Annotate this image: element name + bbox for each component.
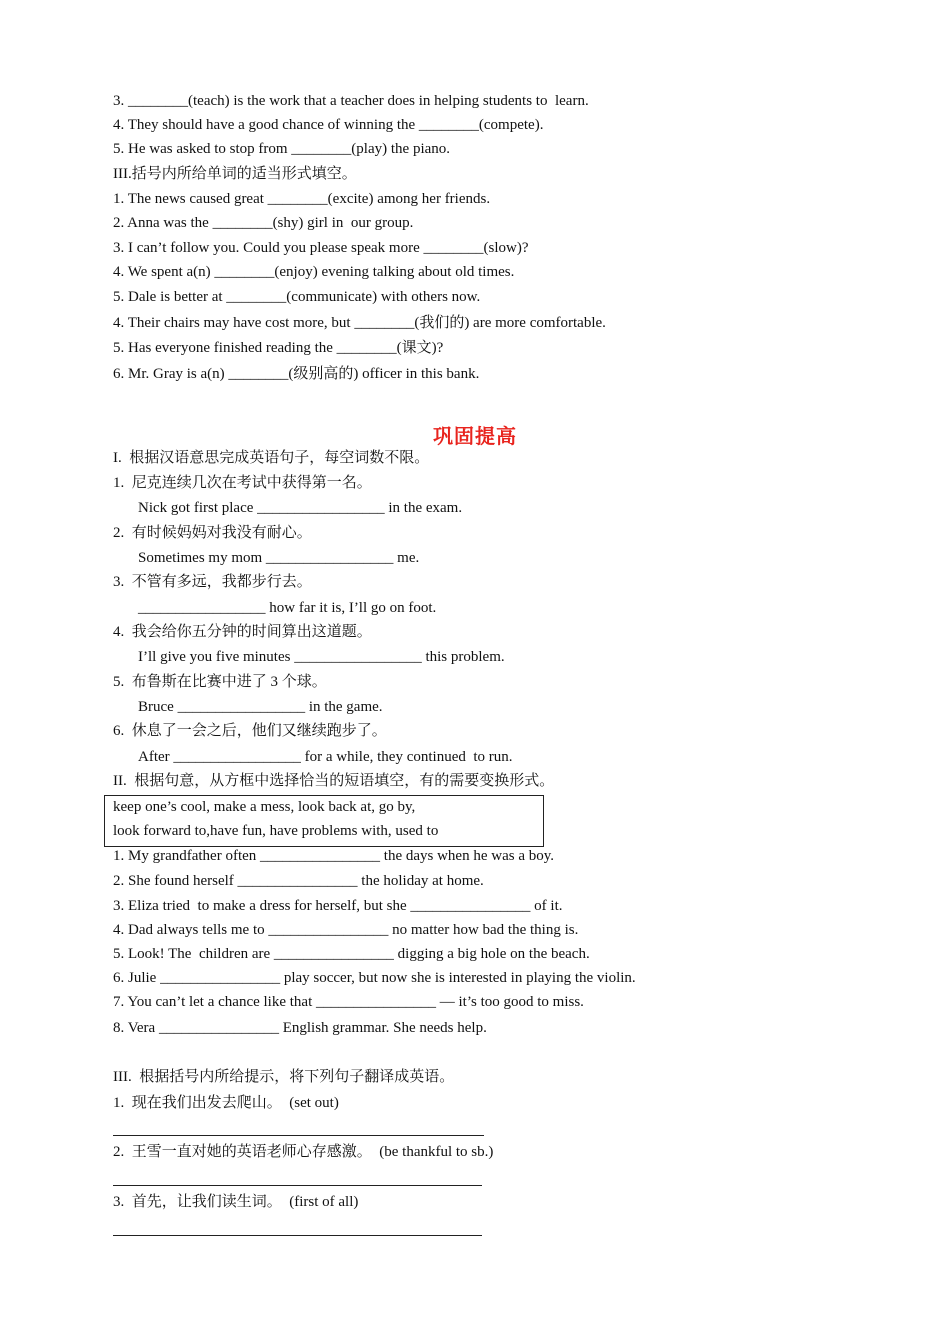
question-chinese: 2. 有时候妈妈对我没有耐心。 (113, 525, 312, 541)
exercise-line: 5. Look! The children are ________________ digging a big hole on the beach. (113, 946, 590, 962)
question-english: Nick got first place _________________ in the exam. (138, 500, 463, 516)
question-english: Bruce _________________ in the game. (138, 699, 383, 715)
exercise-line: 6. Mr. Gray is a(n) ________(级别高的) officer in this bank. (113, 366, 480, 382)
section-title: 巩固提高 (433, 424, 517, 448)
translation-prompt: 3. 首先，让我们读生词。 (first of all) (113, 1194, 359, 1210)
translation-prompt: 1. 现在我们出发去爬山。 (set out) (113, 1095, 339, 1111)
answer-line (113, 1135, 484, 1136)
translation-prompt: 2. 王雪一直对她的英语老师心存感激。 (be thankful to sb.) (113, 1144, 494, 1160)
exercise-line: 3. ________(teach) is the work that a teacher does in helping students to learn. (113, 93, 589, 109)
section-heading: II. 根据句意，从方框中选择恰当的短语填空，有的需要变换形式。 (113, 773, 555, 789)
exercise-line: 4. They should have a good chance of winning the ________(compete). (113, 117, 544, 133)
question-english: Sometimes my mom _________________ me. (138, 550, 420, 566)
exercise-line: 4. Dad always tells me to ________________ no matter how bad the thing is. (113, 922, 579, 938)
exercise-line: 1. The news caused great ________(excite) among her friends. (113, 191, 491, 207)
section-heading: I. 根据汉语意思完成英语句子，每空词数不限。 (113, 450, 430, 466)
answer-line (113, 1185, 482, 1186)
phrase-box-line: look forward to,have fun, have problems with, used to (113, 823, 439, 839)
exercise-line: 3. Eliza tried to make a dress for herself, but she ________________ of it. (113, 898, 563, 914)
exercise-line: 6. Julie ________________ play soccer, but now she is interested in playing the violin. (113, 970, 636, 986)
exercise-line: 5. He was asked to stop from ________(play) the piano. (113, 141, 451, 157)
question-chinese: 3. 不管有多远，我都步行去。 (113, 574, 312, 590)
exercise-line: 5. Has everyone finished reading the ________(课文)? (113, 340, 444, 356)
exercise-line: 2. Anna was the ________(shy) girl in our group. (113, 215, 414, 231)
exercise-line: 4. Their chairs may have cost more, but ________(我们的) are more comfortable. (113, 315, 606, 331)
question-english: _________________ how far it is, I’ll go on foot. (138, 600, 437, 616)
exercise-line: 3. I can’t follow you. Could you please speak more ________(slow)? (113, 240, 529, 256)
exercise-line: 5. Dale is better at ________(communicate) with others now. (113, 289, 481, 305)
question-chinese: 6. 休息了一会之后，他们又继续跑步了。 (113, 723, 387, 739)
question-english: After _________________ for a while, they continued to run. (138, 749, 513, 765)
exercise-line: 1. My grandfather often ________________ the days when he was a boy. (113, 848, 555, 864)
answer-line (113, 1235, 482, 1236)
question-english: I’ll give you five minutes _________________ this problem. (138, 649, 505, 665)
question-chinese: 1. 尼克连续几次在考试中获得第一名。 (113, 475, 372, 491)
exercise-line: 4. We spent a(n) ________(enjoy) evening talking about old times. (113, 264, 515, 280)
exercise-line: 8. Vera ________________ English grammar. She needs help. (113, 1020, 487, 1036)
question-chinese: 4. 我会给你五分钟的时间算出这道题。 (113, 624, 372, 640)
question-chinese: 5. 布鲁斯在比赛中进了 3 个球。 (113, 674, 327, 690)
phrase-box-line: keep one’s cool, make a mess, look back at, go by, (113, 799, 416, 815)
exercise-line: 2. She found herself ________________ the holiday at home. (113, 873, 484, 889)
section-heading: III. 根据括号内所给提示，将下列句子翻译成英语。 (113, 1069, 455, 1085)
exercise-line: 7. You can’t let a chance like that ________________ — it’s too good to miss. (113, 994, 584, 1010)
section-heading: III.括号内所给单词的适当形式填空。 (113, 166, 357, 182)
